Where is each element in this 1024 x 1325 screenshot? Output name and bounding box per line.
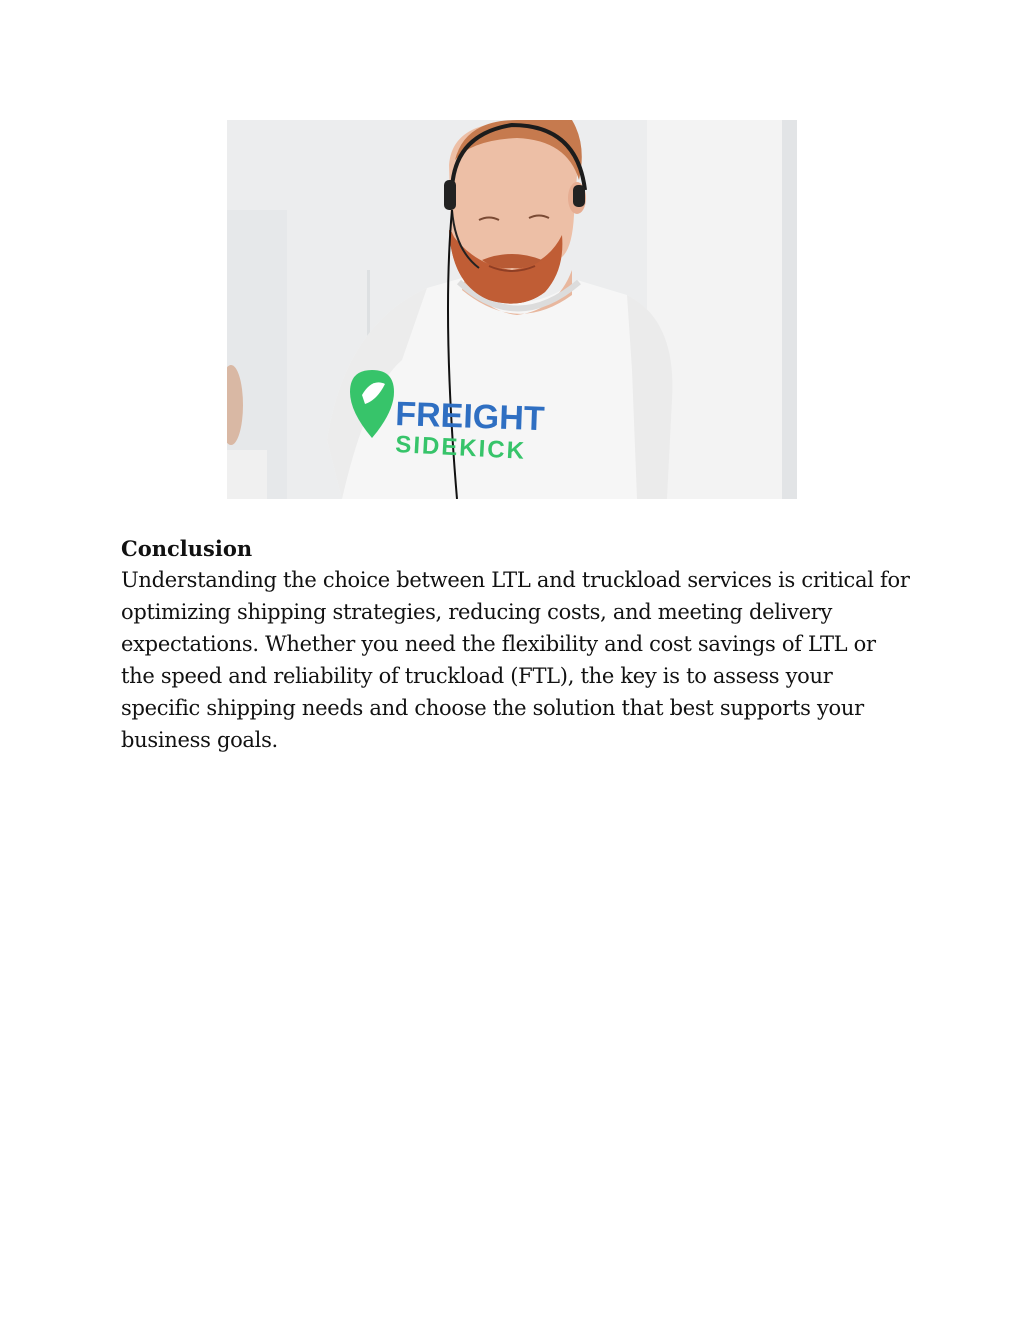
section-heading: Conclusion — [121, 536, 253, 561]
logo-text-freight: FREIGHT — [394, 395, 546, 439]
section-paragraph: Understanding the choice between LTL and truckload services is critical for optimizing shipping strategies, reducing costs, and meeting delivery expectations. Whether you need the flexibility and cost savings of LTL or the speed and reliability of truckload (FTL), the key is to assess your specific shipping needs and choose the solution that best supports your business goals. — [121, 568, 910, 752]
support-agent-photo — [227, 120, 797, 499]
conclusion-section — [121, 534, 911, 756]
logo-text-sidekick: SIDEKICK — [394, 431, 527, 465]
